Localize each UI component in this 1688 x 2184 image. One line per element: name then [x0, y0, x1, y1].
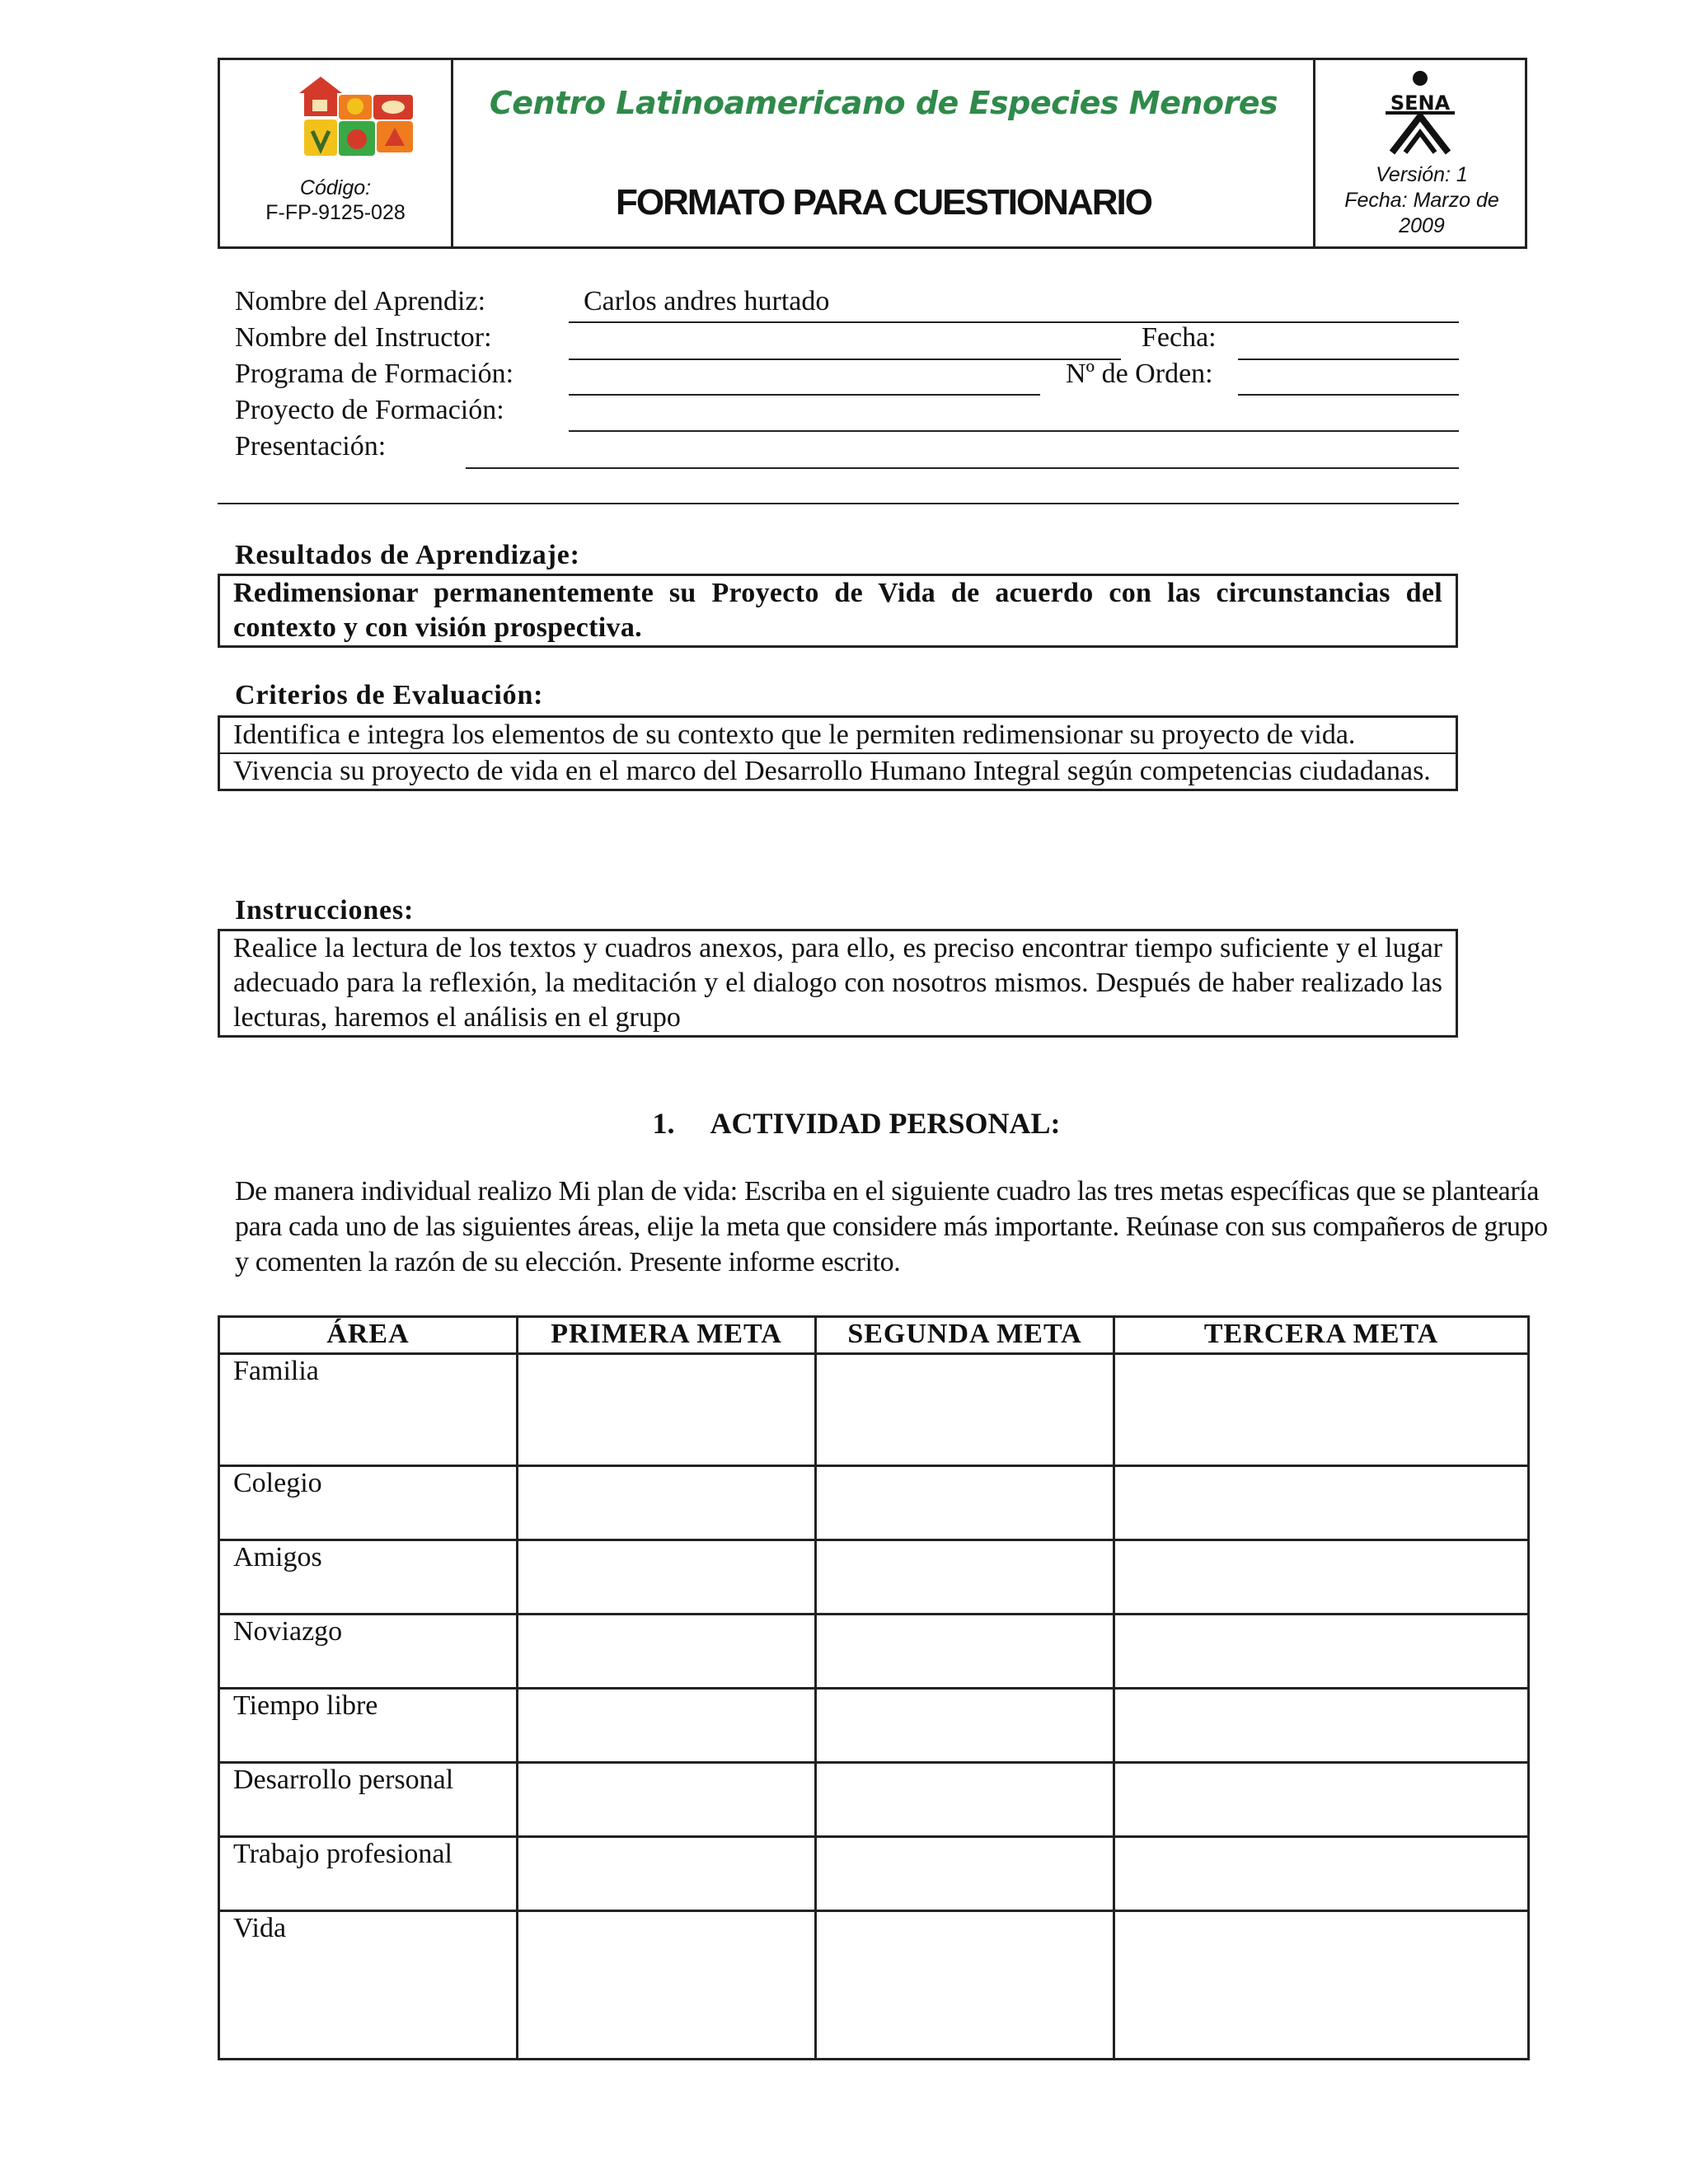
header-primera-meta: PRIMERA META	[518, 1317, 816, 1354]
goal-cell[interactable]	[518, 1354, 816, 1466]
activity-heading	[0, 1106, 1688, 1141]
goal-cell[interactable]	[1114, 1615, 1529, 1689]
table-row	[219, 1354, 1529, 1466]
date-line-2: 2009	[1399, 214, 1445, 237]
table-row	[219, 1689, 1529, 1763]
apprentice-label: Nombre del Aprendiz:	[235, 286, 486, 316]
table-row	[219, 1615, 1529, 1689]
table-row	[219, 1540, 1529, 1615]
svg-text:SENA: SENA	[1390, 91, 1451, 115]
goal-cell[interactable]	[816, 1615, 1114, 1689]
code-block	[220, 176, 451, 225]
goals-table	[218, 1315, 1530, 2060]
table-row	[219, 1763, 1529, 1837]
criterios-box	[218, 715, 1458, 791]
goal-cell[interactable]	[1114, 1763, 1529, 1837]
goal-cell[interactable]	[816, 1354, 1114, 1466]
table-header-row	[219, 1317, 1529, 1354]
version-block	[1316, 162, 1527, 239]
presentacion-line[interactable]	[466, 467, 1459, 469]
goal-cell[interactable]	[816, 1540, 1114, 1615]
goal-cell[interactable]	[1114, 1911, 1529, 2060]
goal-cell[interactable]	[518, 1837, 816, 1911]
form-title: FORMATO PARA CUESTIONARIO	[616, 182, 1151, 223]
presentacion-label: Presentación:	[235, 431, 387, 462]
goal-cell[interactable]	[1114, 1466, 1529, 1540]
code-value: F-FP-9125-028	[265, 201, 406, 224]
instrucciones-title: Instrucciones:	[235, 895, 415, 926]
goal-cell[interactable]	[1114, 1354, 1529, 1466]
goal-cell[interactable]	[518, 1466, 816, 1540]
code-label: Código:	[299, 176, 372, 199]
goal-cell[interactable]	[1114, 1837, 1529, 1911]
resultados-title: Resultados de Aprendizaje:	[235, 540, 580, 570]
version-label: Versión: 1	[1376, 163, 1468, 186]
orden-label: Nº de Orden:	[1066, 359, 1213, 389]
area-label: Vida	[219, 1911, 518, 2060]
area-label: Familia	[219, 1354, 518, 1466]
apprentice-value[interactable]: Carlos andres hurtado	[584, 286, 830, 316]
goal-cell[interactable]	[518, 1540, 816, 1615]
header-tercera-meta: TERCERA META	[1114, 1317, 1529, 1354]
instrucciones-box	[218, 929, 1458, 1038]
table-row	[219, 1911, 1529, 2060]
criterios-title: Criterios de Evaluación:	[235, 680, 544, 710]
goal-cell[interactable]	[518, 1615, 816, 1689]
goal-cell[interactable]	[816, 1911, 1114, 2060]
table-row	[219, 1837, 1529, 1911]
programa-label: Programa de Formación:	[235, 359, 514, 389]
date-line-1: Fecha: Marzo de	[1344, 189, 1499, 212]
criterio-item: Vivencia su proyecto de vida en el marco del Desarrollo Humano Integral según competencias ciudadanas.	[220, 752, 1456, 789]
apprentice-line	[569, 321, 1459, 323]
area-label: Desarrollo personal	[219, 1763, 518, 1837]
resultados-text: Redimensionar permanentemente su Proyecto de Vida de acuerdo con las circunstancias del contexto y con visión prospectiva.	[233, 578, 1442, 643]
resultados-box	[218, 574, 1458, 648]
header-area: ÁREA	[219, 1317, 518, 1354]
proyecto-line[interactable]	[569, 430, 1459, 432]
instructor-label: Nombre del Instructor:	[235, 322, 492, 353]
area-label: Amigos	[219, 1540, 518, 1615]
goal-cell[interactable]	[816, 1466, 1114, 1540]
center-name: Centro Latinoamericano de Especies Menores	[489, 85, 1278, 121]
presentacion-line-2[interactable]	[218, 503, 1459, 504]
proyecto-label: Proyecto de Formación:	[235, 395, 504, 425]
goal-cell[interactable]	[816, 1763, 1114, 1837]
center-logo-icon	[293, 73, 424, 164]
sena-logo-icon	[1377, 70, 1463, 157]
activity-intro: De manera individual realizo Mi plan de vida: Escriba en el siguiente cuadro las tres metas específicas que se plantearía para cada uno de las siguientes áreas, elije la meta que considere más importante. Reúnase con sus compañeros de grupo y comenten la razón de su elección. Presente informe escrito.	[235, 1176, 1548, 1277]
goal-cell[interactable]	[518, 1763, 816, 1837]
goal-cell[interactable]	[518, 1911, 816, 2060]
activity-title: ACTIVIDAD PERSONAL:	[710, 1107, 1061, 1140]
area-label: Tiempo libre	[219, 1689, 518, 1763]
goal-cell[interactable]	[1114, 1540, 1529, 1615]
goal-cell[interactable]	[816, 1837, 1114, 1911]
area-label: Noviazgo	[219, 1615, 518, 1689]
area-label: Trabajo profesional	[219, 1837, 518, 1911]
goal-cell[interactable]	[816, 1689, 1114, 1763]
goal-cell[interactable]	[518, 1689, 816, 1763]
area-label: Colegio	[219, 1466, 518, 1540]
header-segunda-meta: SEGUNDA META	[816, 1317, 1114, 1354]
criterio-item: Identifica e integra los elementos de su contexto que le permiten redimensionar su proyecto de vida.	[233, 719, 1356, 750]
document-header	[218, 58, 1527, 249]
fecha-line[interactable]	[1238, 359, 1459, 360]
fecha-label: Fecha:	[1142, 322, 1217, 353]
instrucciones-text: Realice la lectura de los textos y cuadros anexos, para ello, es preciso encontrar tiempo suficiente y el lugar adecuado para la reflexión, la meditación y el dialogo con nosotros mismos. Después de haber realizado las lecturas, haremos el análisis en el grupo	[233, 933, 1442, 1033]
programa-line[interactable]	[569, 394, 1040, 396]
goal-cell[interactable]	[1114, 1689, 1529, 1763]
activity-number: 1.	[652, 1107, 675, 1140]
table-row	[219, 1466, 1529, 1540]
instructor-line[interactable]	[569, 359, 1121, 360]
orden-line[interactable]	[1238, 394, 1459, 396]
